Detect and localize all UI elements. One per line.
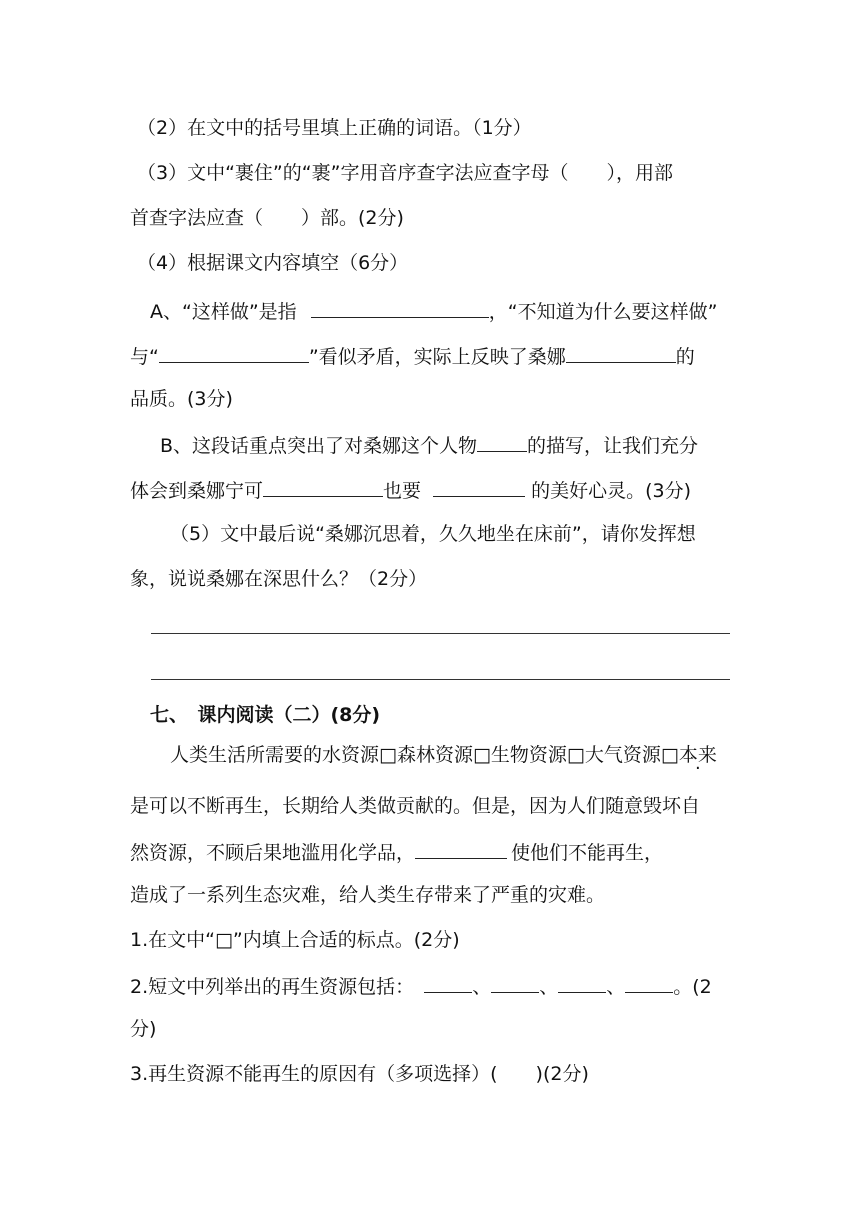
item-b-text5: 的美好心灵。(3分) [531,480,691,502]
answer-blank[interactable] [558,972,606,993]
answer-blank[interactable] [491,972,539,993]
item-a-text4: ”看似矛盾，实际上反映了桑娜 [308,346,566,368]
passage-text1: 人类生活所需要的水资源□森林资源□生物资源□大气资源□ [170,744,679,766]
separator: 、 [606,976,626,998]
separator: 、 [472,976,492,998]
question-4: （4）根据课文内容填空（6分） [137,252,409,274]
answer-blank[interactable] [159,342,309,363]
question-5-line2: 象，说说桑娜在深思什么？（2分） [130,568,428,590]
item-b-text1: B、这段话重点突出了对桑娜这个人物 [160,435,478,457]
item-b-line2 [130,476,691,504]
item-a-text1: A、“这样做”是指 [150,301,297,323]
passage-text3b: 使他们不能再生， [511,842,664,864]
answer-line-2[interactable] [151,679,730,680]
sub-question-2-text: 2.短文中列举出的再生资源包括： [130,976,415,998]
question-5-line1: （5）文中最后说“桑娜沉思着，久久地坐在床前”，请你发挥想 [170,523,696,545]
passage-line2: 是可以不断再生，长期给人类做贡献的。但是，因为人们随意毁坏自 [130,795,701,817]
item-a-line3: 品质。(3分) [130,388,233,410]
passage-line4: 造成了一系列生态灾难，给人类生存带来了严重的灾难。 [130,884,606,906]
sub-question-3: 3.再生资源不能再生的原因有（多项选择）( )(2分) [130,1063,589,1085]
answer-blank[interactable] [311,297,489,318]
answer-blank[interactable] [424,972,472,993]
question-3-line1: （3）文中“裹住”的“裹”字用音序查字法应查字母（ ），用部 [137,162,673,184]
item-b-text4: 也要 [383,480,422,502]
item-b-text2: 的描写，让我们充分 [527,435,699,457]
passage-line3 [130,838,663,866]
emphasis-text: 本来 [678,744,717,766]
answer-blank[interactable] [625,972,673,993]
item-a-text2: ，“不知道为什么要这样做” [488,301,718,323]
item-b-line1 [160,431,698,459]
sub-question-2-line1 [130,972,712,1000]
answer-blank[interactable] [566,342,676,363]
passage-line1 [170,742,717,768]
answer-line-1[interactable] [151,633,730,634]
item-a-line2 [130,342,695,370]
item-b-text3: 体会到桑娜宁可 [130,480,264,502]
answer-blank[interactable] [263,476,383,497]
question-3-line2: 首查字法应查（ ）部。(2分) [130,207,404,229]
separator: 、 [539,976,559,998]
item-a-text3: 与“ [130,346,159,368]
passage-text3a: 然资源，不顾后果地滥用化学品， [130,842,416,864]
sub-question-2-end: 。(2 [673,976,712,998]
section-7-heading: 七、 课内阅读（二）(8分) [150,704,381,726]
answer-blank[interactable] [433,476,525,497]
answer-blank[interactable] [477,431,527,452]
item-a-line1 [150,297,717,325]
answer-blank[interactable] [415,838,507,859]
sub-question-1: 1.在文中“□”内填上合适的标点。(2分) [130,929,460,951]
sub-question-2-line2: 分) [130,1018,157,1040]
question-2: （2）在文中的括号里填上正确的词语。（1分） [137,117,532,139]
item-a-text5: 的 [675,346,695,368]
